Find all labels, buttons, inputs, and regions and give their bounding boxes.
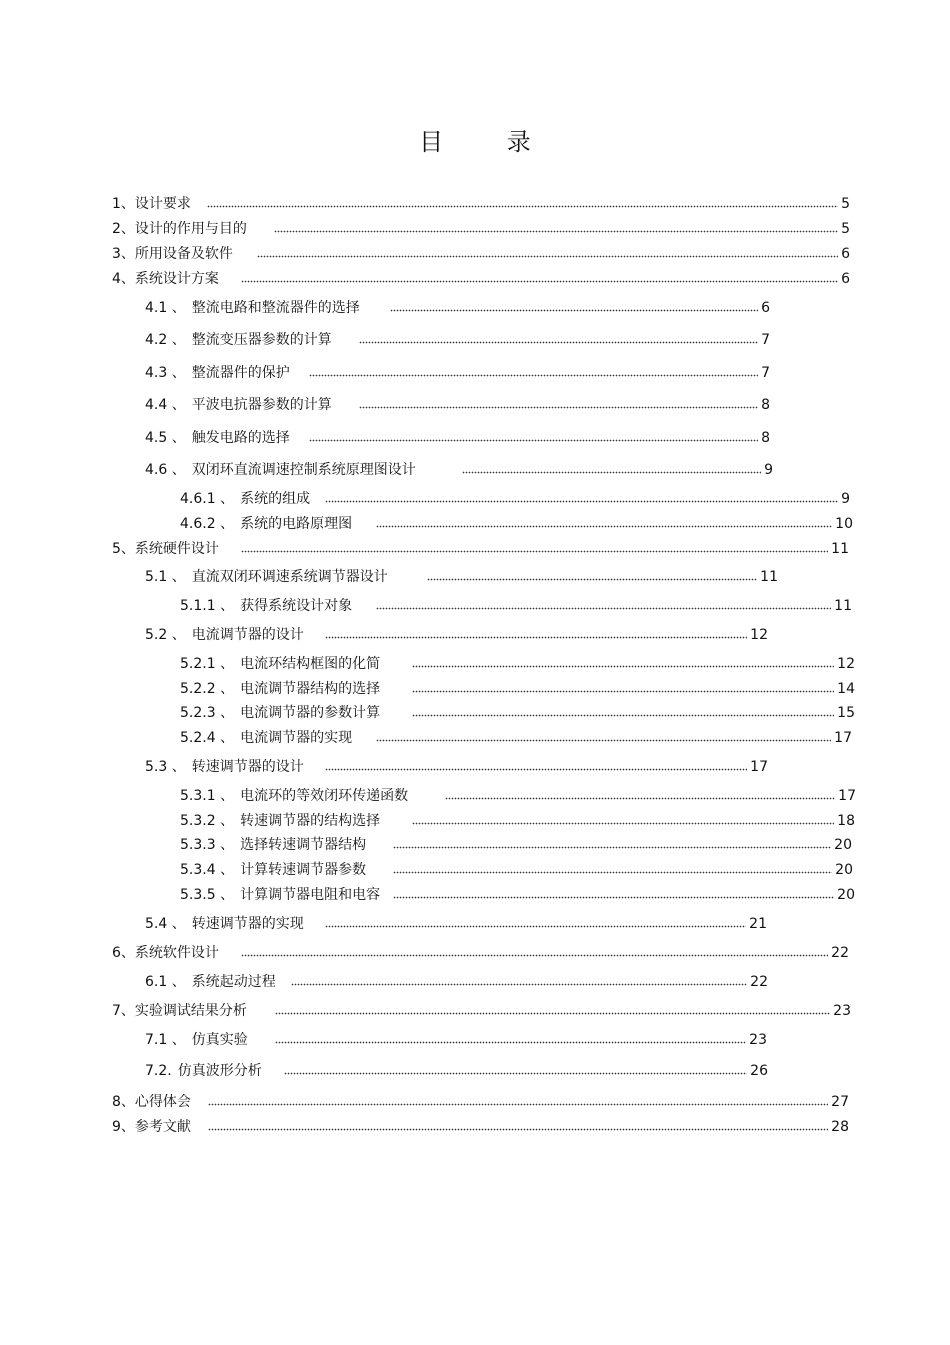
toc-entry-title: 8、心得体会 — [112, 1094, 191, 1110]
dot-leader — [309, 438, 758, 443]
toc-entry-number: 5.3.1 、 — [180, 788, 235, 804]
toc-entry[interactable] — [112, 942, 849, 962]
toc-entry-number: 5.1.1 、 — [180, 598, 235, 614]
dot-leader — [257, 254, 838, 259]
toc-entry[interactable] — [180, 884, 855, 904]
toc-entry-number: 4.3 、 — [145, 365, 186, 381]
toc-entry-page: 9 — [841, 491, 850, 507]
toc-entry[interactable] — [145, 1060, 768, 1080]
toc-entry-page: 21 — [749, 916, 767, 932]
toc-entry-number: 4.6.1 、 — [180, 491, 235, 507]
toc-entry-page: 26 — [750, 1063, 768, 1079]
dot-leader — [309, 373, 758, 378]
toc-entry[interactable] — [180, 834, 852, 854]
toc-entry-title: 仿真实验 — [191, 1032, 248, 1048]
toc-entry-title: 双闭环直流调速控制系统原理图设计 — [191, 462, 416, 478]
toc-entry[interactable] — [180, 859, 853, 879]
toc-entry-title: 平波电抗器参数的计算 — [191, 397, 332, 413]
toc-entry-label — [145, 758, 325, 776]
dot-leader — [412, 821, 834, 826]
toc-entry-page: 5 — [841, 196, 850, 212]
toc-entry-label — [145, 1031, 275, 1049]
toc-entry-label — [180, 787, 445, 805]
toc-entry-label — [180, 886, 393, 904]
toc-entry-label — [180, 515, 376, 533]
toc-entry-number: 7.1 、 — [145, 1032, 186, 1048]
toc-entry-page: 8 — [761, 397, 770, 413]
toc-entry-label — [112, 245, 257, 263]
toc-entry[interactable] — [145, 971, 768, 991]
toc-entry-page: 23 — [833, 1003, 851, 1019]
toc-entry-label — [180, 655, 412, 673]
toc-entry[interactable] — [145, 459, 773, 479]
toc-entry-page: 17 — [838, 788, 856, 804]
toc-entry-page: 22 — [750, 974, 768, 990]
toc-entry-page: 17 — [750, 759, 768, 775]
toc-entry-page: 6 — [841, 271, 850, 287]
toc-entry-title: 仿真波形分析 — [177, 1063, 262, 1079]
toc-entry-page: 9 — [764, 462, 773, 478]
toc-entry-title: 7、实验调试结果分析 — [112, 1003, 247, 1019]
dot-leader — [291, 982, 747, 987]
dot-leader — [359, 340, 758, 345]
toc-entry-number: 7.2. — [145, 1063, 172, 1079]
toc-entry[interactable] — [112, 1116, 849, 1136]
toc-entry[interactable] — [112, 243, 850, 263]
toc-entry-label — [180, 680, 412, 698]
toc-entry-page: 11 — [760, 569, 778, 585]
toc-entry-title: 计算转速调节器参数 — [240, 862, 367, 878]
toc-entry-number: 4.4 、 — [145, 397, 186, 413]
toc-entry-label — [112, 1118, 208, 1136]
toc-entry[interactable] — [180, 727, 852, 747]
toc-entry-label — [180, 812, 412, 830]
toc-entry-page: 17 — [834, 730, 852, 746]
dot-leader — [393, 870, 832, 875]
toc-entry-title: 5、系统硬件设计 — [112, 541, 219, 557]
toc-entry-label — [112, 540, 241, 558]
toc-entry-number: 4.1 、 — [145, 300, 186, 316]
toc-entry-label — [180, 861, 393, 879]
toc-entry-number: 5.3.4 、 — [180, 862, 235, 878]
toc-entry-label — [145, 396, 359, 414]
toc-entry-title: 整流变压器参数的计算 — [191, 332, 332, 348]
toc-entry-label — [145, 915, 325, 933]
dot-leader — [325, 635, 747, 640]
dot-leader — [208, 1102, 828, 1107]
toc-entry-title: 电流调节器的参数计算 — [240, 705, 381, 721]
toc-entry-label — [112, 195, 207, 213]
toc-entry[interactable] — [112, 268, 850, 288]
toc-entry-title: 电流调节器的设计 — [191, 627, 304, 643]
toc-entry-page: 10 — [835, 516, 853, 532]
toc-entry-number: 5.2 、 — [145, 627, 186, 643]
toc-entry[interactable] — [180, 678, 855, 698]
toc-entry-label — [180, 704, 412, 722]
toc-entry[interactable] — [145, 394, 770, 414]
toc-entry-label — [180, 836, 393, 854]
dot-leader — [427, 577, 757, 582]
toc-entry-title: 转速调节器的结构选择 — [240, 813, 381, 829]
toc-entry-number: 5.2.3 、 — [180, 705, 235, 721]
toc-entry-number: 5.3.3 、 — [180, 837, 235, 853]
toc-entry-label — [180, 597, 376, 615]
dot-leader — [241, 549, 828, 554]
toc-entry-label — [145, 461, 462, 479]
toc-entry-title: 系统的电路原理图 — [240, 516, 353, 532]
page-title: 目 录 — [419, 128, 559, 156]
toc-entry-page: 20 — [835, 862, 853, 878]
toc-entry-page: 5 — [841, 221, 850, 237]
toc-entry-title: 1、设计要求 — [112, 196, 191, 212]
toc-entry-page: 12 — [750, 627, 768, 643]
toc-entry-page: 20 — [834, 837, 852, 853]
dot-leader — [275, 1011, 830, 1016]
toc-entry-number: 5.4 、 — [145, 916, 186, 932]
toc-entry-page: 7 — [761, 332, 770, 348]
toc-entry-page: 23 — [749, 1032, 767, 1048]
toc-entry[interactable] — [112, 193, 850, 213]
toc-entry-title: 2、设计的作用与目的 — [112, 221, 247, 237]
toc-entry[interactable] — [180, 595, 852, 615]
toc-entry[interactable] — [180, 488, 850, 508]
toc-entry-page: 27 — [831, 1094, 849, 1110]
dot-leader — [284, 1071, 747, 1076]
dot-leader — [462, 470, 761, 475]
toc-entry[interactable] — [145, 566, 778, 586]
toc-entry[interactable] — [180, 810, 855, 830]
toc-entry-label — [112, 1002, 275, 1020]
toc-entry-number: 4.5 、 — [145, 430, 186, 446]
toc-entry-page: 6 — [841, 246, 850, 262]
dot-leader — [376, 606, 831, 611]
toc-entry-number: 4.6.2 、 — [180, 516, 235, 532]
dot-leader — [325, 924, 746, 929]
toc-entry-label — [145, 1062, 284, 1080]
dot-leader — [241, 279, 838, 284]
toc-entry[interactable] — [145, 329, 770, 349]
toc-entry-label — [180, 729, 376, 747]
dot-leader — [393, 845, 831, 850]
toc-entry-label — [145, 299, 390, 317]
toc-entry[interactable] — [180, 653, 855, 673]
toc-entry-page: 11 — [834, 598, 852, 614]
dot-leader — [208, 1127, 828, 1132]
toc-entry-title: 3、所用设备及软件 — [112, 246, 233, 262]
dot-leader — [325, 767, 747, 772]
toc-entry-title: 直流双闭环调速系统调节器设计 — [191, 569, 388, 585]
toc-entry[interactable] — [180, 785, 856, 805]
toc-entry-page: 14 — [837, 681, 855, 697]
toc-entry-page: 22 — [831, 945, 849, 961]
toc-entry[interactable] — [145, 913, 767, 933]
toc-entry-page: 12 — [837, 656, 855, 672]
dot-leader — [376, 524, 832, 529]
toc-entry[interactable] — [145, 1029, 767, 1049]
toc-entry[interactable] — [112, 218, 850, 238]
toc-entry[interactable] — [145, 756, 768, 776]
toc-entry-page: 6 — [761, 300, 770, 316]
toc-entry-title: 9、参考文献 — [112, 1119, 191, 1135]
toc-entry-title: 转速调节器的设计 — [191, 759, 304, 775]
toc-entry[interactable] — [112, 538, 849, 558]
toc-entry-title: 选择转速调节器结构 — [240, 837, 367, 853]
dot-leader — [412, 664, 834, 669]
dot-leader — [393, 895, 834, 900]
dot-leader — [241, 953, 828, 958]
toc-entry-label — [112, 270, 241, 288]
toc-entry-label — [145, 626, 325, 644]
toc-entry-label — [145, 429, 309, 447]
toc-entry[interactable] — [180, 702, 855, 722]
toc-entry-number: 5.3.5 、 — [180, 887, 235, 903]
toc-entry-page: 28 — [831, 1119, 849, 1135]
dot-leader — [376, 738, 831, 743]
toc-entry-number: 5.2.4 、 — [180, 730, 235, 746]
toc-entry-page: 15 — [837, 705, 855, 721]
toc-entry-page: 20 — [837, 887, 855, 903]
toc-entry-page: 18 — [837, 813, 855, 829]
toc-entry-title: 电流调节器的实现 — [240, 730, 353, 746]
toc-entry-label — [145, 973, 291, 991]
dot-leader — [325, 499, 838, 504]
dot-leader — [390, 308, 758, 313]
toc-entry-number: 5.2.2 、 — [180, 681, 235, 697]
toc-entry-label — [112, 1093, 208, 1111]
toc-entry[interactable] — [145, 362, 770, 382]
toc-entry-label — [180, 490, 325, 508]
toc-entry-title: 电流环的等效闭环传递函数 — [240, 788, 409, 804]
toc-entry[interactable] — [112, 1091, 849, 1111]
toc-entry-number: 4.2 、 — [145, 332, 186, 348]
toc-entry-number: 5.1 、 — [145, 569, 186, 585]
toc-entry-title: 系统起动过程 — [191, 974, 276, 990]
toc-entry-number: 5.3 、 — [145, 759, 186, 775]
toc-entry-number: 5.3.2 、 — [180, 813, 235, 829]
toc-entry-title: 6、系统软件设计 — [112, 945, 219, 961]
toc-entry-title: 整流器件的保护 — [191, 365, 290, 381]
toc-entry[interactable] — [112, 1000, 851, 1020]
toc-entry-title: 电流调节器结构的选择 — [240, 681, 381, 697]
toc-entry-label — [112, 220, 274, 238]
toc-entry-title: 获得系统设计对象 — [240, 598, 353, 614]
toc-entry-title: 系统的组成 — [240, 491, 311, 507]
toc-entry-number: 5.2.1 、 — [180, 656, 235, 672]
toc-entry[interactable] — [145, 427, 770, 447]
dot-leader — [412, 713, 834, 718]
toc-entry-label — [145, 568, 427, 586]
toc-entry[interactable] — [145, 297, 770, 317]
toc-entry-number: 6.1 、 — [145, 974, 186, 990]
toc-entry-page: 7 — [761, 365, 770, 381]
toc-entry-title: 转速调节器的实现 — [191, 916, 304, 932]
toc-entry-title: 整流电路和整流器件的选择 — [191, 300, 360, 316]
toc-entry-label — [112, 944, 241, 962]
toc-entry-label — [145, 331, 359, 349]
toc-entry[interactable] — [145, 624, 768, 644]
toc-entry-number: 4.6 、 — [145, 462, 186, 478]
dot-leader — [359, 405, 758, 410]
toc-entry-page: 11 — [831, 541, 849, 557]
dot-leader — [275, 1040, 746, 1045]
toc-entry[interactable] — [180, 513, 853, 533]
toc-entry-title: 电流环结构框图的化简 — [240, 656, 381, 672]
toc-entry-label — [145, 364, 309, 382]
toc-entry-title: 4、系统设计方案 — [112, 271, 219, 287]
toc-entry-title: 触发电路的选择 — [191, 430, 290, 446]
dot-leader — [412, 689, 834, 694]
toc-entry-page: 8 — [761, 430, 770, 446]
dot-leader — [445, 796, 835, 801]
dot-leader — [274, 229, 838, 234]
toc-entry-title: 计算调节器电阻和电容 — [240, 887, 381, 903]
dot-leader — [207, 204, 838, 209]
